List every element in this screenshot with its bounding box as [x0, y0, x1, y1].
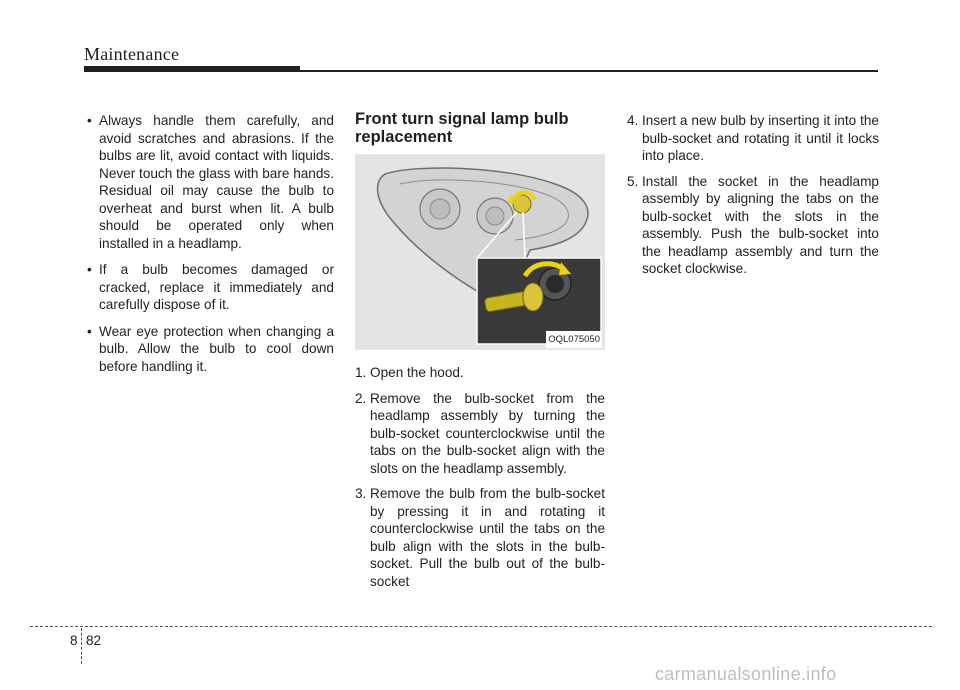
section-heading: Front turn signal lamp bulb replacement — [355, 110, 569, 146]
bullet-dot-icon: • — [87, 323, 92, 339]
step-item — [627, 173, 879, 278]
figure-code: OQL075050 — [546, 331, 602, 349]
chapter-number: 8 — [70, 633, 78, 648]
column-1 — [84, 112, 334, 384]
step-text: Remove the bulb-socket from the headlamp assembly by turning the bulb-socket counterclockwise until the tabs on the bulb-socket align with the slots on the headlamp assembly. — [370, 390, 605, 476]
header-rule-thin — [300, 70, 878, 72]
column-3 — [627, 112, 879, 286]
section-title: Maintenance — [84, 44, 180, 64]
step-item — [355, 485, 605, 590]
bullet-item — [84, 323, 334, 376]
page-number: 82 — [86, 633, 102, 648]
headlamp-figure — [355, 154, 605, 350]
watermark: carmanualsonline.info — [655, 664, 837, 684]
bullet-text: If a bulb becomes damaged or cracked, replace it immediately and carefully dispose of it. — [99, 262, 334, 312]
inset-socket-core — [546, 275, 564, 293]
step-number: 4. — [627, 113, 639, 128]
bullet-dot-icon: • — [87, 113, 92, 128]
lens-circle-2-inner — [486, 207, 504, 225]
step-item — [627, 112, 879, 165]
headlamp-illustration — [355, 154, 605, 350]
bullet-item — [84, 261, 334, 314]
step-item — [355, 390, 605, 478]
step-text: Open the hood. — [370, 365, 464, 380]
step-item — [355, 364, 605, 382]
bullet-dot-icon: • — [87, 262, 92, 277]
step-number: 2. — [355, 390, 367, 406]
bullet-text: Wear eye protection when changing a bulb. Allow the bulb to cool down before handling it. — [99, 323, 334, 374]
step-number: 5. — [627, 173, 639, 189]
step-text: Install the socket in the headlamp assembly by aligning the tabs on the bulb-socket with the slots in the assembly. Push the bulb-socket into the headlamp assembly and turn the socket clockwise. — [642, 173, 879, 276]
bullet-item — [84, 112, 334, 252]
step-text: Remove the bulb from the bulb-socket by pressing it in and rotating it counterclockwise until the tabs on the bulb align with the slots in the bulb-socket. Pull the bulb out of the bulb-socket — [370, 486, 605, 589]
step-number: 3. — [355, 486, 367, 501]
step-number: 1. — [355, 365, 367, 380]
lens-circle-1-inner — [430, 199, 450, 219]
footer-vertical-dashed-rule — [81, 628, 82, 664]
step-text: Insert a new bulb by inserting it into the bulb-socket and rotating it until it locks into place. — [642, 113, 879, 163]
footer-dashed-rule — [30, 626, 932, 627]
bullet-text: Always handle them carefully, and avoid scratches and abrasions. If the bulbs are lit, avoid contact with liquids. Never touch the glass with bare hands. Residual oil may cause the bulb to overheat and burst when lit. A bulb should be operated only when installed in a headlamp. — [99, 113, 335, 251]
inset-socket-head — [523, 283, 543, 311]
header-rule-thick — [84, 66, 300, 72]
column-2 — [355, 110, 605, 598]
